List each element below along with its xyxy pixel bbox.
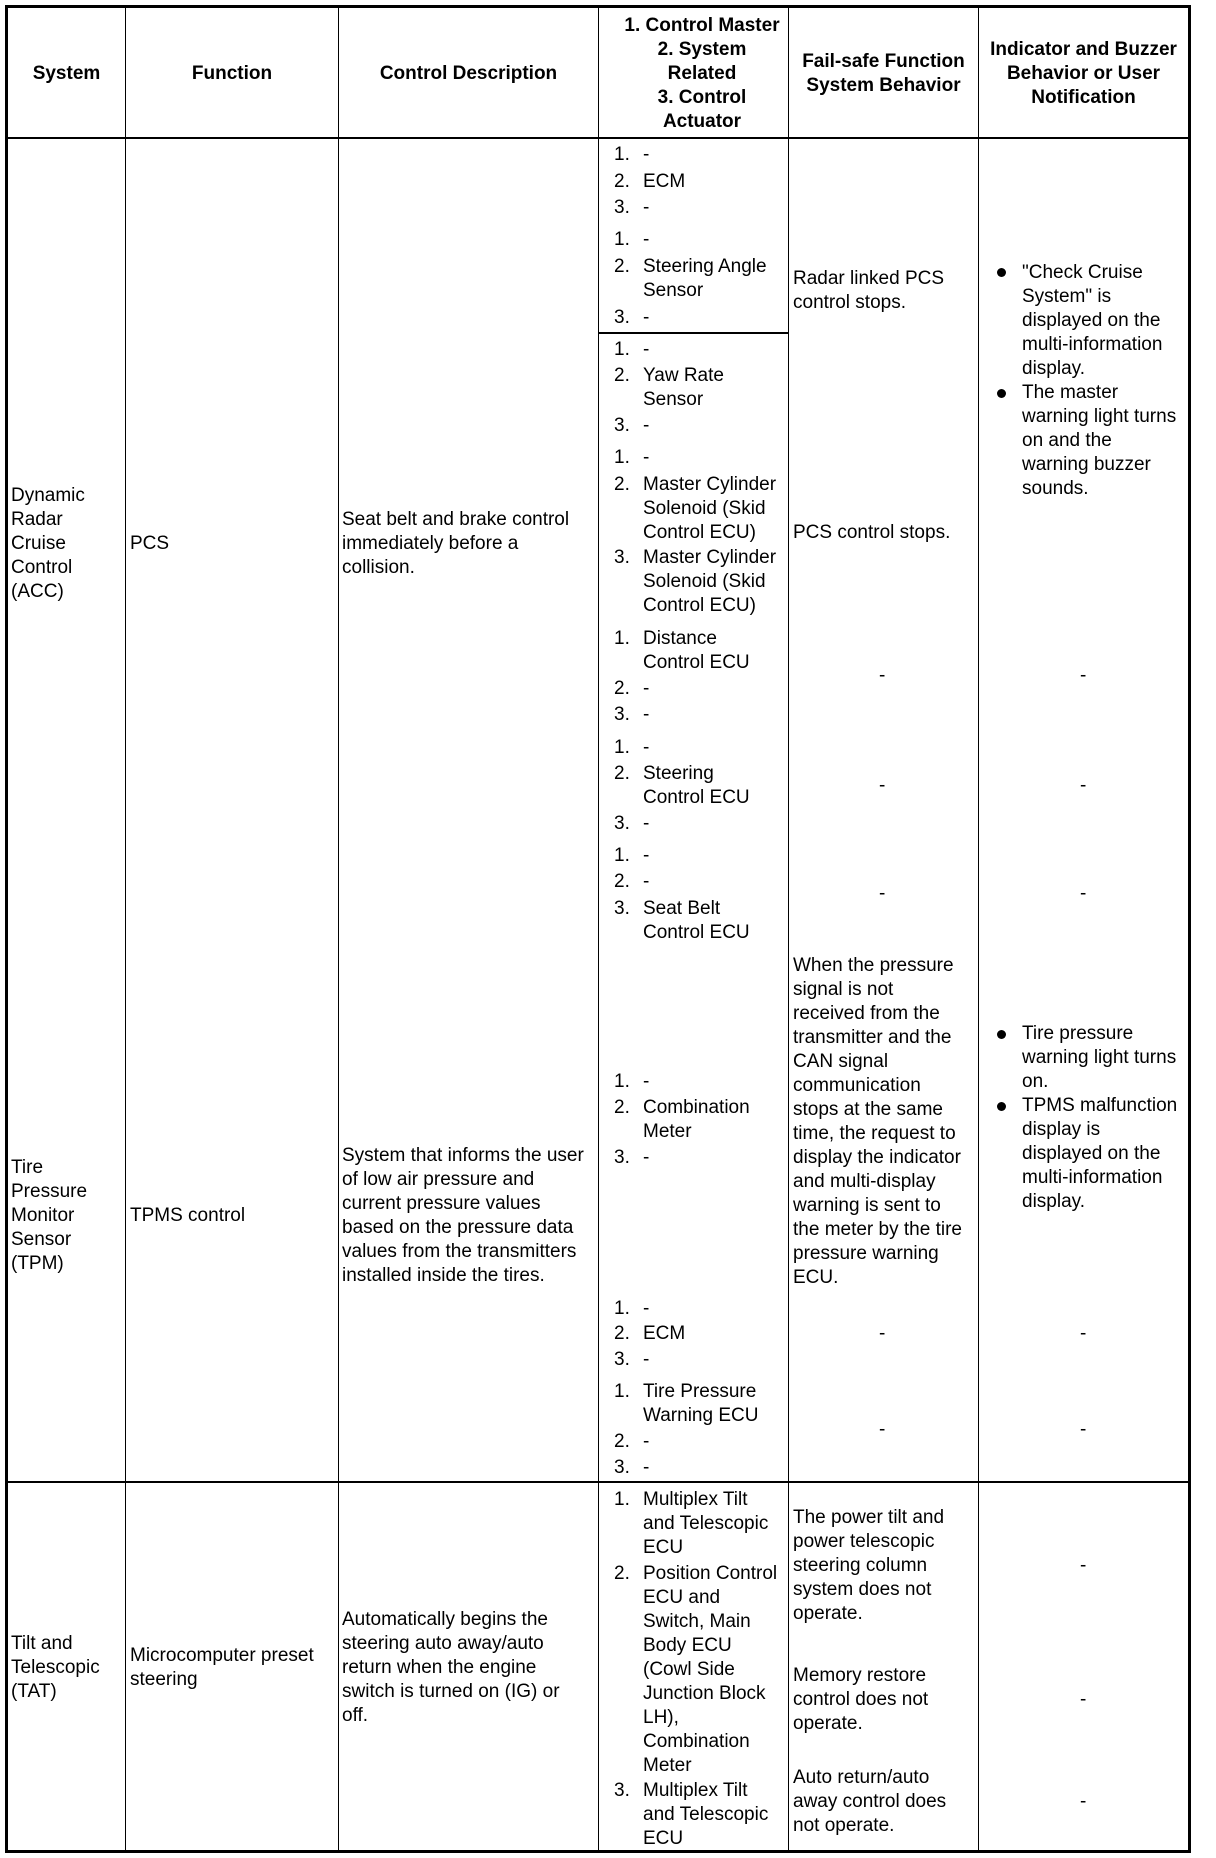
control-item: and Telescopic	[643, 1804, 769, 1825]
control-item: Control ECU	[643, 652, 750, 673]
control-item: -	[643, 197, 650, 218]
control-item: Body ECU	[643, 1635, 732, 1656]
tpm-failsafe: stops at the same	[793, 1099, 943, 1120]
tat-failsafe: not operate.	[793, 1815, 895, 1836]
tpm-indicator: on.	[1022, 1071, 1049, 1092]
control-item: -	[643, 1457, 650, 1478]
tat-failsafe: Memory restore	[793, 1665, 927, 1686]
tat-system: Tilt and	[11, 1633, 73, 1654]
control-item: Meter	[643, 1755, 692, 1776]
control-num: 1.	[614, 1071, 630, 1092]
header-indicator: Indicator and Buzzer	[990, 39, 1177, 60]
indicator-dash: -	[1080, 1689, 1087, 1710]
failsafe-dash: -	[879, 883, 886, 904]
tpm-description: values from the transmitters	[342, 1241, 577, 1262]
tpm-system: Sensor	[11, 1229, 72, 1250]
control-num: 1.	[614, 229, 630, 250]
acc-failsafe-radar: Radar linked PCS	[793, 268, 945, 289]
control-item: Steering	[643, 763, 714, 784]
header-function: Function	[191, 63, 273, 84]
control-item: LH),	[643, 1707, 679, 1728]
control-item: Sensor	[643, 389, 704, 410]
control-item: -	[643, 1431, 650, 1452]
column-divider	[598, 5, 599, 1853]
control-num: 1.	[614, 1298, 630, 1319]
control-num: 2.	[614, 871, 630, 892]
control-num: 3.	[614, 415, 630, 436]
control-num: 3.	[614, 197, 630, 218]
control-item: ECU	[643, 1828, 684, 1849]
control-num: 1.	[614, 737, 630, 758]
header-control-line: 1. Control Master	[624, 15, 780, 36]
table-border-right	[1188, 5, 1191, 1853]
tat-failsafe: away control does	[793, 1791, 947, 1812]
control-item: Seat Belt	[643, 898, 721, 919]
tpm-system: (TPM)	[11, 1253, 64, 1274]
tpm-failsafe: warning is sent to	[793, 1195, 941, 1216]
control-item: Multiplex Tilt	[643, 1780, 748, 1801]
control-num: 3.	[614, 704, 630, 725]
control-item: Yaw Rate	[643, 365, 724, 386]
control-item: Junction Block	[643, 1683, 766, 1704]
tpm-indicator: display.	[1022, 1191, 1086, 1212]
header-indicator: Notification	[1031, 87, 1136, 108]
tpm-indicator: displayed on the	[1022, 1143, 1161, 1164]
acc-description: immediately before a	[342, 533, 519, 554]
tat-failsafe: power telescopic	[793, 1531, 935, 1552]
tpm-failsafe: and multi-display	[793, 1171, 936, 1192]
control-num: 2.	[614, 678, 630, 699]
tpm-function: TPMS control	[130, 1205, 246, 1226]
indicator-dash: -	[1080, 1791, 1087, 1812]
acc-indicator: sounds.	[1022, 478, 1089, 499]
acc-indicator: multi-information	[1022, 334, 1163, 355]
header-control-line: 3. Control	[657, 87, 747, 108]
tpm-description: current pressure values	[342, 1193, 541, 1214]
control-num: 3.	[614, 898, 630, 919]
control-item: -	[643, 144, 650, 165]
tat-description: switch is turned on (IG) or	[342, 1681, 560, 1702]
acc-description: Seat belt and brake control	[342, 509, 570, 530]
tat-failsafe: operate.	[793, 1603, 863, 1624]
header-indicator: Behavior or User	[1006, 63, 1161, 84]
tat-failsafe: The power tilt and	[793, 1507, 945, 1528]
control-num: 1.	[614, 144, 630, 165]
control-item: -	[643, 813, 650, 834]
control-num: 2.	[614, 1323, 630, 1344]
tpm-failsafe: display the indicator	[793, 1147, 961, 1168]
header-control-line: Actuator	[662, 111, 742, 132]
control-item: -	[643, 704, 650, 725]
control-item: Combination	[643, 1731, 750, 1752]
tat-failsafe: control does not	[793, 1689, 929, 1710]
header-control-description: Control Description	[379, 63, 558, 84]
tat-system: (TAT)	[11, 1681, 57, 1702]
control-item: Control ECU)	[643, 522, 756, 543]
control-item: Tire Pressure	[643, 1381, 757, 1402]
control-num: 1.	[614, 447, 630, 468]
control-item: -	[643, 871, 650, 892]
acc-indicator: warning light turns	[1022, 406, 1177, 427]
bullet-icon	[997, 268, 1006, 277]
tat-function: Microcomputer preset	[130, 1645, 314, 1666]
control-item: Control ECU	[643, 922, 750, 943]
control-num: 2.	[614, 1097, 630, 1118]
acc-indicator: display.	[1022, 358, 1086, 379]
control-num: 3.	[614, 307, 630, 328]
control-num: 1.	[614, 1489, 630, 1510]
acc-system: Control	[11, 557, 73, 578]
control-item: -	[643, 229, 650, 250]
tpm-failsafe: ECU.	[793, 1267, 839, 1288]
tpm-failsafe: transmitter and the	[793, 1027, 952, 1048]
control-item: Solenoid (Skid	[643, 498, 766, 519]
tat-description: return when the engine	[342, 1657, 537, 1678]
tat-description: Automatically begins the	[342, 1609, 548, 1630]
control-item: -	[643, 1349, 650, 1370]
indicator-dash: -	[1080, 665, 1087, 686]
control-item: -	[643, 307, 650, 328]
control-num: 2.	[614, 1563, 630, 1584]
tat-failsafe: system does not	[793, 1579, 932, 1600]
table-border-left	[5, 5, 8, 1853]
tpm-failsafe: pressure warning	[793, 1243, 939, 1264]
control-item: (Cowl Side	[643, 1659, 735, 1680]
control-item: ECM	[643, 1323, 686, 1344]
control-num: 3.	[614, 1780, 630, 1801]
indicator-dash: -	[1080, 1555, 1087, 1576]
control-num: 2.	[614, 1431, 630, 1452]
control-num: 3.	[614, 1349, 630, 1370]
row-divider	[5, 137, 1191, 139]
tpm-failsafe: When the pressure	[793, 955, 954, 976]
control-item: and Telescopic	[643, 1513, 769, 1534]
control-item: Control ECU	[643, 787, 750, 808]
acc-indicator: The master	[1022, 382, 1119, 403]
tat-failsafe: operate.	[793, 1713, 863, 1734]
tpm-system: Pressure	[11, 1181, 88, 1202]
acc-indicator: System" is	[1022, 286, 1112, 307]
tpm-description: installed inside the tires.	[342, 1265, 545, 1286]
acc-system: Cruise	[11, 533, 66, 554]
tpm-failsafe: received from the	[793, 1003, 940, 1024]
control-item: Distance	[643, 628, 717, 649]
tat-system: Telescopic	[11, 1657, 100, 1678]
column-divider	[978, 5, 979, 1853]
tpm-system: Monitor	[11, 1205, 75, 1226]
acc-failsafe-pcs: PCS control stops.	[793, 522, 951, 543]
bullet-icon	[997, 1102, 1006, 1111]
control-item: Master Cylinder	[643, 474, 777, 495]
control-num: 3.	[614, 547, 630, 568]
tat-description: steering auto away/auto	[342, 1633, 544, 1654]
header-failsafe: System Behavior	[806, 75, 961, 96]
tpm-failsafe: signal is not	[793, 979, 894, 1000]
control-num: 2.	[614, 256, 630, 277]
tpm-indicator: multi-information	[1022, 1167, 1163, 1188]
acc-system: (ACC)	[11, 581, 64, 602]
control-item: -	[643, 1071, 650, 1092]
bullet-icon	[997, 389, 1006, 398]
acc-description: collision.	[342, 557, 415, 578]
control-item: Sensor	[643, 280, 704, 301]
control-item: -	[643, 1147, 650, 1168]
tpm-indicator: warning light turns	[1022, 1047, 1177, 1068]
failsafe-dash: -	[879, 1323, 886, 1344]
control-item: Solenoid (Skid	[643, 571, 766, 592]
control-item: -	[643, 415, 650, 436]
control-num: 2.	[614, 474, 630, 495]
control-item: -	[643, 678, 650, 699]
tat-description: off.	[342, 1705, 369, 1726]
tpm-description: of low air pressure and	[342, 1169, 535, 1190]
control-item: ECU and	[643, 1587, 721, 1608]
control-item: Meter	[643, 1121, 692, 1142]
control-item: -	[643, 447, 650, 468]
header-control-line: 2. System	[657, 39, 747, 60]
acc-indicator: displayed on the	[1022, 310, 1161, 331]
control-item: -	[643, 1298, 650, 1319]
indicator-dash: -	[1080, 775, 1087, 796]
control-num: 1.	[614, 339, 630, 360]
row-divider	[5, 1481, 1191, 1483]
acc-indicator: warning buzzer	[1022, 454, 1151, 475]
control-item: Warning ECU	[643, 1405, 759, 1426]
tpm-indicator: display is	[1022, 1119, 1101, 1140]
tat-failsafe: Auto return/auto	[793, 1767, 930, 1788]
column-divider	[338, 5, 339, 1853]
sub-row-divider	[598, 332, 789, 334]
control-item: Master Cylinder	[643, 547, 777, 568]
tpm-failsafe: time, the request to	[793, 1123, 956, 1144]
acc-function: PCS	[130, 533, 170, 554]
header-failsafe: Fail-safe Function	[802, 51, 965, 72]
indicator-dash: -	[1080, 1323, 1087, 1344]
control-num: 3.	[614, 813, 630, 834]
control-num: 2.	[614, 365, 630, 386]
control-num: 1.	[614, 628, 630, 649]
acc-indicator: "Check Cruise	[1022, 262, 1143, 283]
acc-failsafe-radar: control stops.	[793, 292, 906, 313]
acc-indicator: on and the	[1022, 430, 1112, 451]
indicator-dash: -	[1080, 1419, 1087, 1440]
tpm-description: System that informs the user	[342, 1145, 584, 1166]
control-item: -	[643, 339, 650, 360]
failsafe-dash: -	[879, 775, 886, 796]
header-control-line: Related	[667, 63, 737, 84]
tpm-failsafe: communication	[793, 1075, 921, 1096]
tat-failsafe: steering column	[793, 1555, 928, 1576]
control-item: -	[643, 845, 650, 866]
column-divider	[125, 5, 126, 1853]
control-num: 3.	[614, 1457, 630, 1478]
tpm-description: based on the pressure data	[342, 1217, 574, 1238]
control-num: 2.	[614, 171, 630, 192]
tpm-indicator: TPMS malfunction	[1022, 1095, 1178, 1116]
control-num: 2.	[614, 763, 630, 784]
bullet-icon	[997, 1030, 1006, 1039]
control-item: Combination	[643, 1097, 750, 1118]
acc-system: Dynamic	[11, 485, 85, 506]
indicator-dash: -	[1080, 883, 1087, 904]
failsafe-dash: -	[879, 665, 886, 686]
control-item: Multiplex Tilt	[643, 1489, 748, 1510]
control-item: Steering Angle	[643, 256, 767, 277]
control-item: Position Control	[643, 1563, 778, 1584]
control-num: 1.	[614, 1381, 630, 1402]
control-item: Switch, Main	[643, 1611, 751, 1632]
control-item: ECU	[643, 1537, 684, 1558]
tat-function: steering	[130, 1669, 198, 1690]
tpm-failsafe: CAN signal	[793, 1051, 889, 1072]
control-item: ECM	[643, 171, 686, 192]
failsafe-dash: -	[879, 1419, 886, 1440]
control-item: Control ECU)	[643, 595, 756, 616]
tpm-failsafe: the meter by the tire	[793, 1219, 962, 1240]
control-num: 1.	[614, 845, 630, 866]
control-item: -	[643, 737, 650, 758]
tpm-system: Tire	[11, 1157, 44, 1178]
acc-system: Radar	[11, 509, 63, 530]
control-num: 3.	[614, 1147, 630, 1168]
column-divider	[788, 5, 789, 1853]
tpm-indicator: Tire pressure	[1022, 1023, 1134, 1044]
header-system: System	[32, 63, 101, 84]
